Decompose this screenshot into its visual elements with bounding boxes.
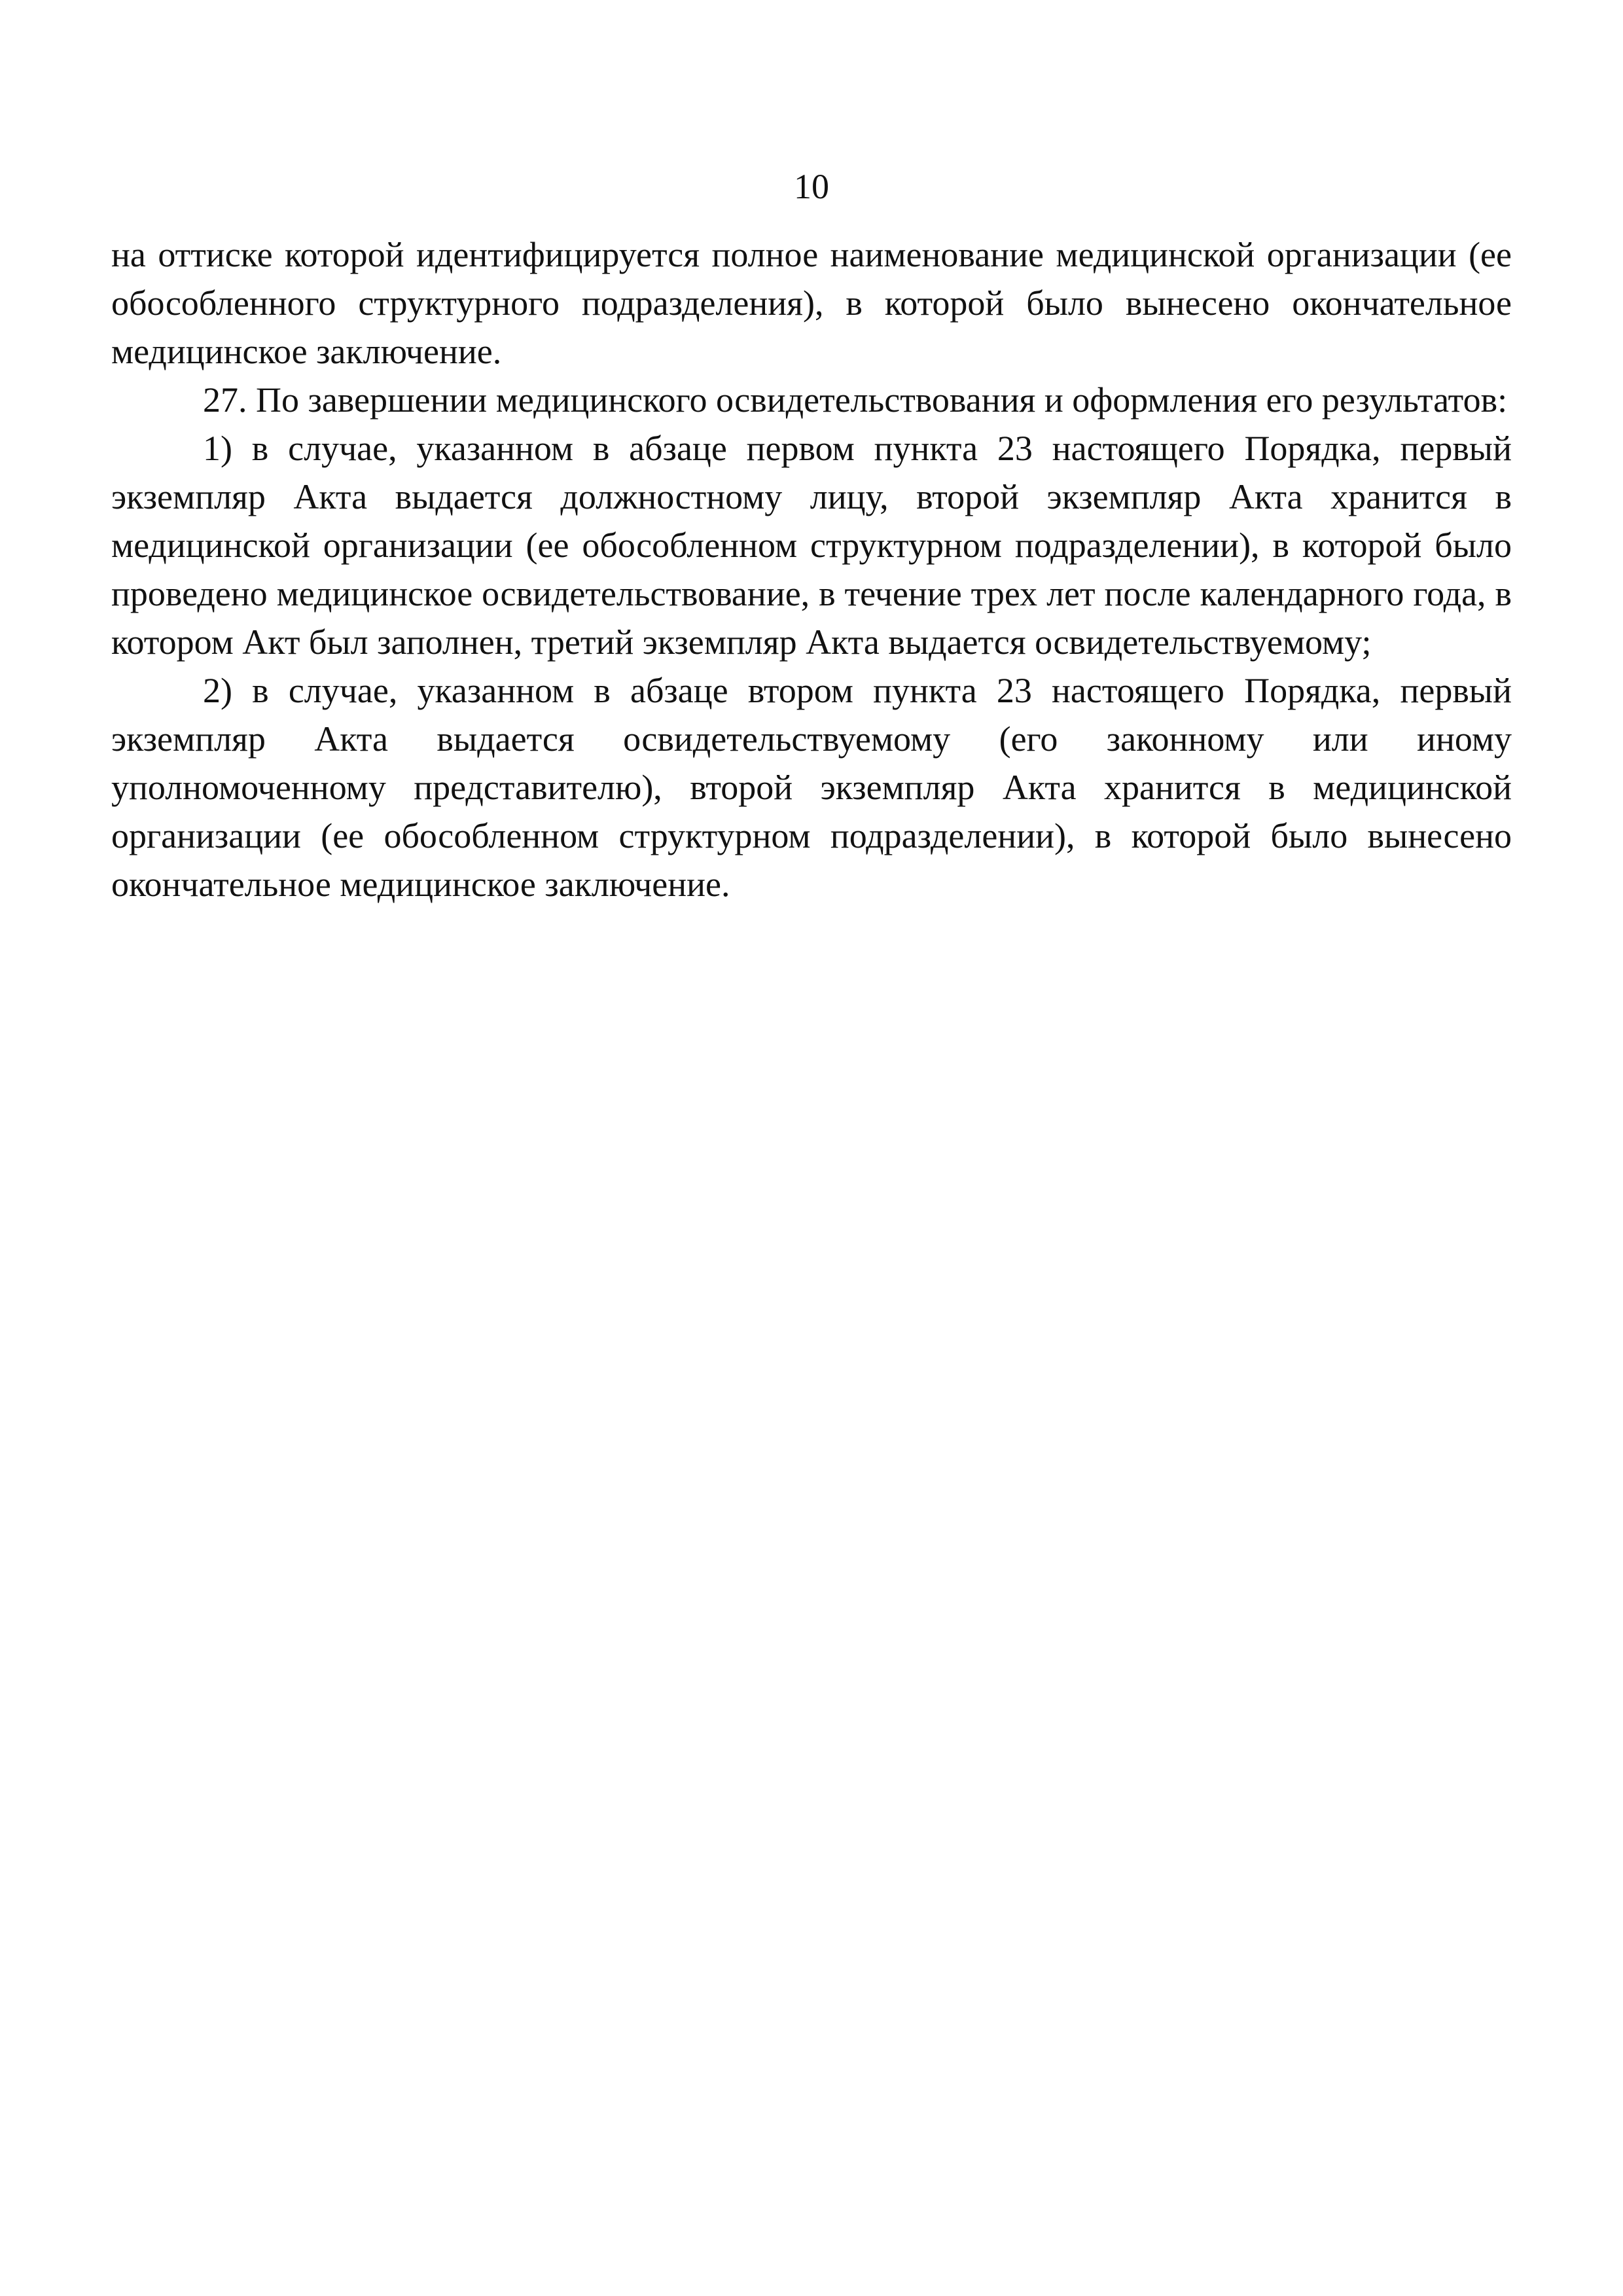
document-body xyxy=(111,230,1512,908)
paragraph-subitem-1: 1) в случае, указанном в абзаце первом пункта 23 настоящего Порядка, первый экземпляр Акта выдается должностному лицу, второй экземпляр Акта хранится в медицинской организации (ее обособленном структурном подразделении), в которой было проведено медицинское освидетельствование, в течение трех лет после календарного года, в котором Акт был заполнен, третий экземпляр Акта выдается освидетельствуемому; xyxy=(111,429,1512,662)
paragraph-item-27: 27. По завершении медицинского освидетельствования и оформления его результатов: xyxy=(203,380,1508,420)
paragraph-continuation: на оттиске которой идентифицируется полное наименование медицинской организации (ее обособленного структурного подразделения), в которой было вынесено окончательное медицинское заключение. xyxy=(111,235,1512,371)
paragraph-subitem-2: 2) в случае, указанном в абзаце втором пункта 23 настоящего Порядка, первый экземпляр Акта выдается освидетельствуемому (его законному или иному уполномоченному представителю), второй экземпляр Акта хранится в медицинской организации (ее обособленном структурном подразделении), в которой было вынесено окончательное медицинское заключение. xyxy=(111,671,1512,904)
page-number: 10 xyxy=(794,167,829,206)
